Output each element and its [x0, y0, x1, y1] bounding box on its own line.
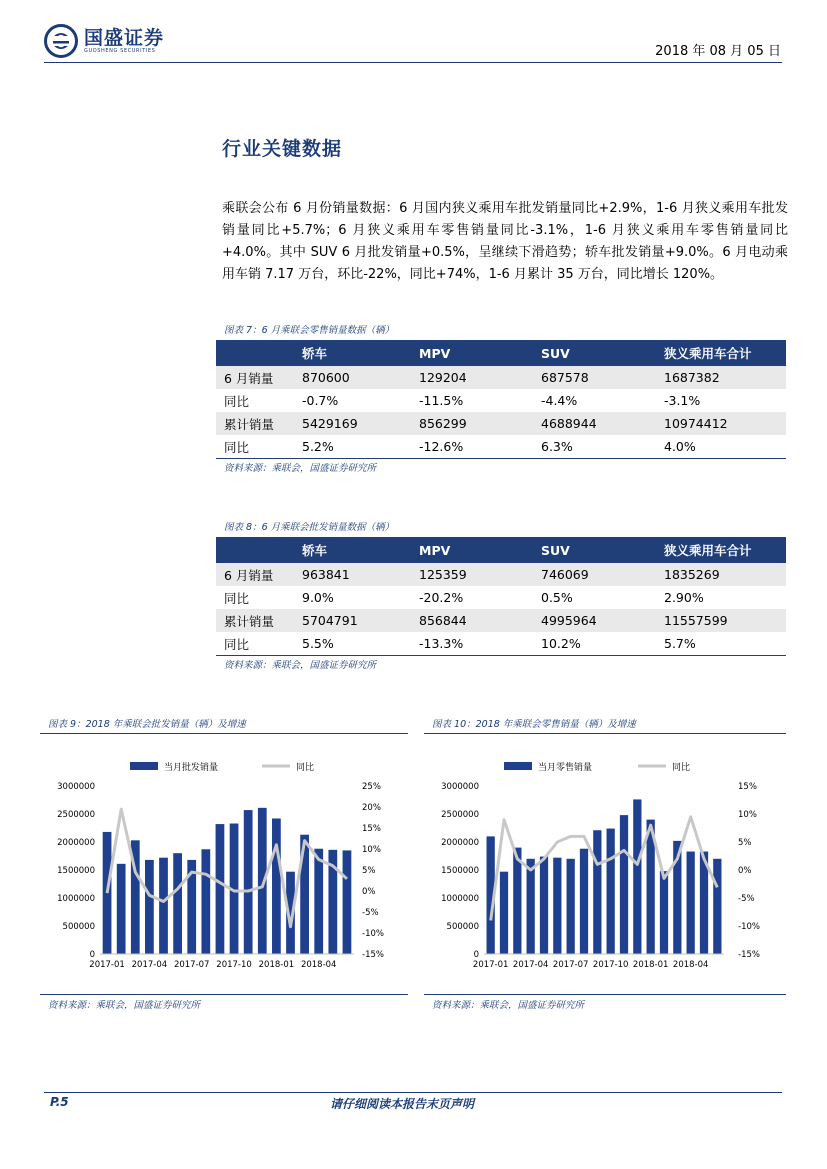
chart10-top-rule	[424, 733, 786, 734]
x-tick-label: 2017-07	[173, 960, 210, 970]
legend-bar-label: 当月批发销量	[164, 763, 219, 773]
table-cell: 125359	[411, 563, 533, 586]
chart10	[424, 736, 786, 992]
bar	[216, 824, 225, 954]
bar	[500, 872, 508, 954]
x-tick-label: 2017-10	[216, 960, 252, 970]
bar	[201, 849, 210, 954]
y-right-tick-label: -5%	[362, 908, 379, 918]
table-cell: 10.2%	[533, 632, 656, 656]
page-number: P.5	[50, 1095, 69, 1109]
x-tick-label: 2017-07	[552, 960, 589, 970]
table-row	[216, 586, 786, 609]
header-divider	[44, 62, 782, 63]
y-left-tick-label: 2500000	[441, 810, 479, 820]
series-line	[491, 817, 718, 921]
chart9	[40, 736, 408, 992]
table-row	[216, 366, 786, 389]
table-cell: 累计销量	[216, 609, 294, 632]
table-cell: 856844	[411, 609, 533, 632]
table-cell: 6 月销量	[216, 563, 294, 586]
y-right-tick-label: 15%	[362, 824, 381, 834]
bar	[607, 829, 615, 954]
footer-divider	[44, 1092, 782, 1093]
y-right-tick-label: -5%	[738, 894, 755, 904]
legend-line-label: 同比	[296, 763, 315, 773]
chart10-bottom-rule	[424, 994, 786, 995]
table8-header-cell	[216, 537, 294, 563]
table-row	[216, 632, 786, 656]
series-line	[107, 809, 347, 927]
bar	[527, 859, 535, 954]
legend-line-label: 同比	[672, 763, 691, 773]
bar	[687, 852, 695, 954]
y-right-tick-label: 10%	[362, 845, 381, 855]
bar	[580, 849, 588, 954]
y-right-tick-label: -10%	[738, 922, 760, 932]
bar	[343, 850, 352, 954]
table-row	[216, 609, 786, 632]
table-cell: 同比	[216, 435, 294, 459]
y-left-tick-label: 1500000	[57, 866, 95, 876]
y-right-tick-label: 5%	[362, 866, 376, 876]
table-cell: 746069	[533, 563, 656, 586]
table-row	[216, 412, 786, 435]
table-cell: 5.7%	[656, 632, 786, 656]
chart10-title: 图表 10：2018 年乘联会零售销量（辆）及增速	[432, 719, 636, 730]
table7-source: 资料来源：乘联会，国盛证券研究所	[224, 463, 377, 474]
y-left-tick-label: 1000000	[441, 894, 479, 904]
table-cell: 同比	[216, 632, 294, 656]
legend-bar-swatch	[130, 762, 158, 770]
legend-bar-label: 当月零售销量	[538, 763, 593, 773]
footer-disclaimer: 请仔细阅读本报告末页声明	[330, 1097, 475, 1111]
table-cell: 9.0%	[302, 590, 334, 605]
y-right-tick-label: -15%	[362, 950, 384, 960]
table8-header-row	[216, 537, 786, 563]
y-left-tick-label: 500000	[62, 922, 95, 932]
table-cell: 5429169	[294, 412, 411, 435]
bar	[660, 871, 668, 954]
table7-header-cell: 轿车	[294, 340, 411, 366]
table-cell: 856299	[411, 412, 533, 435]
table-cell: 870600	[294, 366, 411, 389]
bar	[593, 830, 601, 954]
table-cell: 累计销量	[216, 412, 294, 435]
table7-header-cell: SUV	[533, 340, 656, 366]
brand-name: 国盛证券	[84, 26, 165, 49]
legend-bar-swatch	[504, 762, 532, 770]
table-cell: 4688944	[533, 412, 656, 435]
table8	[216, 537, 786, 656]
bar	[145, 860, 154, 954]
y-left-tick-label: 0	[473, 950, 479, 960]
table-cell: 963841	[294, 563, 411, 586]
y-left-tick-label: 3000000	[441, 782, 479, 792]
body-paragraph: 乘联会公布 6 月份销量数据：6 月国内狭义乘用车批发销量同比+2.9%，1-6 月狭义乘用车批发销量同比+5.7%；6 月狭义乘用车零售销量同比-3.1%，1-6 月狭义乘用车零售销量同比+4.0%。其中 SUV 6 月批发销量+0.5%，呈继续下滑趋势；轿车批发销量+9.0%。6 月电动乘用车销 7.17 万台，环比-22%，同比+74%，1-6 月累计 35 万台，同比增长 120%。	[222, 201, 788, 282]
chart10-source: 资料来源：乘联会，国盛证券研究所	[432, 1000, 585, 1011]
table-cell: 同比	[224, 393, 250, 409]
table-row	[216, 435, 786, 459]
y-left-tick-label: 1000000	[57, 894, 95, 904]
table-cell: 4.0%	[656, 435, 786, 459]
y-left-tick-label: 0	[89, 950, 95, 960]
table-cell: 687578	[533, 366, 656, 389]
table-cell: -0.7%	[302, 393, 339, 408]
table-cell: -13.3%	[411, 632, 533, 656]
logo-icon	[44, 24, 78, 58]
chart9-bottom-rule	[40, 994, 408, 995]
table7	[216, 340, 786, 459]
y-left-tick-label: 1500000	[441, 866, 479, 876]
table-cell: -12.6%	[411, 435, 533, 459]
x-tick-label: 2017-04	[512, 960, 549, 970]
table-cell: 1835269	[656, 563, 786, 586]
bar	[620, 815, 628, 954]
table-cell: -4.4%	[541, 393, 578, 408]
table-cell: 1687382	[656, 366, 786, 389]
table8-header-cell: SUV	[533, 537, 656, 563]
table7-header-cell: MPV	[411, 340, 533, 366]
x-tick-label: 2018-04	[300, 960, 337, 970]
y-right-tick-label: 5%	[738, 838, 752, 848]
chart9-source: 资料来源：乘联会，国盛证券研究所	[48, 1000, 201, 1011]
bar	[567, 859, 575, 954]
table8-header-cell: 狭义乘用车合计	[656, 537, 786, 563]
table-cell: 6 月销量	[216, 366, 294, 389]
bar	[314, 849, 323, 954]
table7-caption: 图表 7：6 月乘联会零售销量数据（辆）	[224, 325, 395, 336]
table7-header-cell	[216, 340, 294, 366]
x-tick-label: 2017-04	[131, 960, 168, 970]
table-cell: 0.5%	[541, 590, 573, 605]
table-cell: 6.3%	[533, 435, 656, 459]
y-right-tick-label: 0%	[738, 866, 752, 876]
y-right-tick-label: 0%	[362, 887, 376, 897]
table-cell: 同比	[224, 590, 250, 606]
y-right-tick-label: -10%	[362, 929, 384, 939]
table-cell: -3.1%	[664, 393, 701, 408]
report-date: 2018 年 08 月 05 日	[655, 44, 781, 59]
x-tick-label: 2017-10	[592, 960, 629, 970]
bar	[117, 864, 126, 954]
table8-header-cell: MPV	[411, 537, 533, 563]
table-cell: 2.90%	[664, 590, 704, 605]
table-cell: 129204	[411, 366, 533, 389]
bar	[173, 853, 182, 954]
table-cell: -11.5%	[419, 393, 464, 408]
bar	[159, 858, 168, 954]
x-tick-label: 2018-04	[672, 960, 709, 970]
bar	[633, 799, 641, 954]
table-cell: 10974412	[656, 412, 786, 435]
y-right-tick-label: -15%	[738, 950, 760, 960]
y-left-tick-label: 3000000	[57, 782, 95, 792]
table-cell: 5.2%	[294, 435, 411, 459]
chart9-title: 图表 9：2018 年乘联会批发销量（辆）及增速	[48, 719, 246, 730]
bar	[513, 848, 521, 954]
table-row	[216, 389, 786, 412]
y-right-tick-label: 25%	[362, 782, 381, 792]
table8-header-cell: 轿车	[294, 537, 411, 563]
table7-header-row	[216, 340, 786, 366]
x-tick-label: 2017-01	[89, 960, 125, 970]
section-title: 行业关键数据	[222, 138, 343, 160]
x-tick-label: 2017-01	[472, 960, 509, 970]
bar	[244, 810, 253, 954]
chart9-top-rule	[40, 733, 408, 734]
y-left-tick-label: 500000	[446, 922, 479, 932]
table-cell: -20.2%	[419, 590, 464, 605]
brand-name-en: GUOSHENG SECURITIES	[84, 47, 156, 54]
table-cell: 11557599	[656, 609, 786, 632]
bar	[713, 859, 721, 954]
table-cell: 5.5%	[294, 632, 411, 656]
y-left-tick-label: 2000000	[441, 838, 479, 848]
table8-source: 资料来源：乘联会，国盛证券研究所	[224, 660, 377, 671]
y-right-tick-label: 15%	[738, 782, 757, 792]
y-left-tick-label: 2500000	[57, 810, 95, 820]
company-logo	[44, 24, 164, 58]
y-right-tick-label: 10%	[738, 810, 757, 820]
bar	[540, 857, 548, 954]
x-tick-label: 2018-01	[258, 960, 295, 970]
table8-caption: 图表 8：6 月乘联会批发销量数据（辆）	[224, 522, 395, 533]
table-cell: 4995964	[533, 609, 656, 632]
y-right-tick-label: 20%	[362, 803, 381, 813]
table-cell: 5704791	[294, 609, 411, 632]
table-row	[216, 563, 786, 586]
bar	[272, 818, 281, 954]
table7-header-cell: 狭义乘用车合计	[656, 340, 786, 366]
x-tick-label: 2018-01	[632, 960, 669, 970]
bar	[553, 858, 561, 954]
y-left-tick-label: 2000000	[57, 838, 95, 848]
